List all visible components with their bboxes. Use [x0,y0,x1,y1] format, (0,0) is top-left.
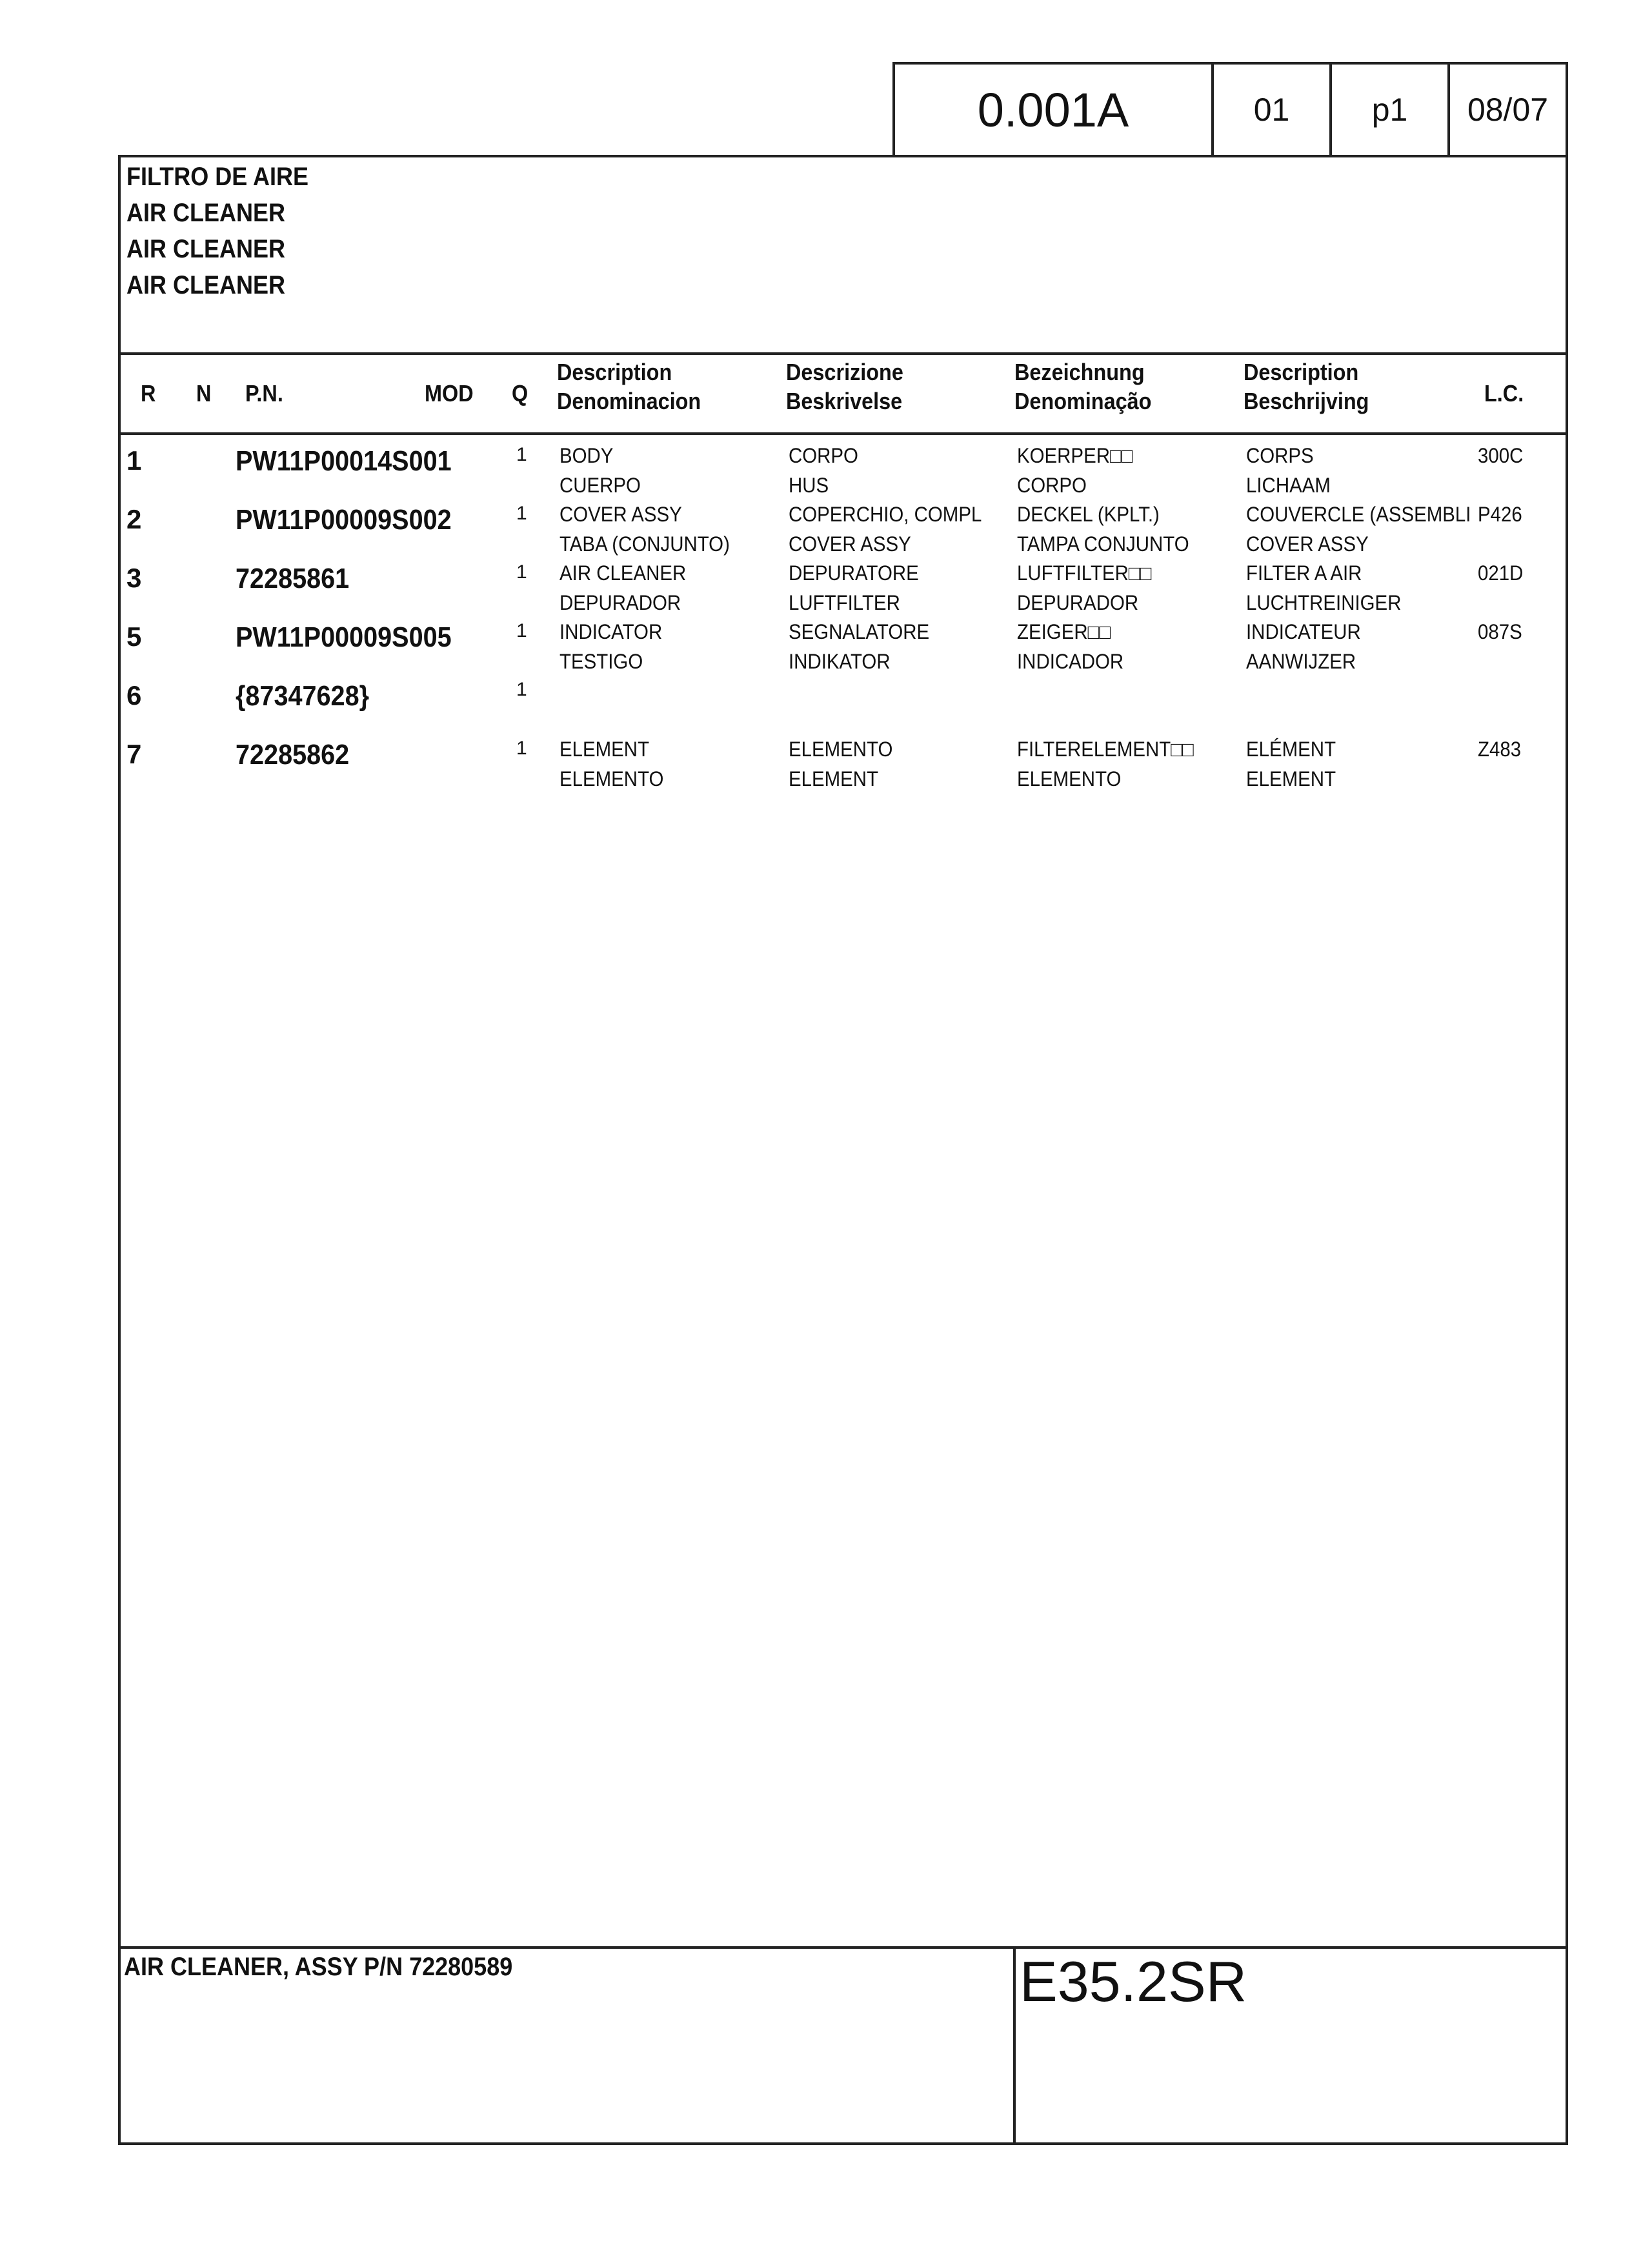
row-ref: 1 [126,445,142,476]
row-desc2-a: COPERCHIO, COMPL [789,503,982,526]
row-qty: 1 [516,503,527,524]
col-ref: R [141,380,156,407]
page-number-box [1329,62,1450,157]
col-desc2-a: Descrizione [786,359,903,385]
row-lc: 300C [1478,444,1524,467]
title-english: AIR CLEANER [126,199,286,227]
row-desc2-a: SEGNALATORE [789,620,930,643]
row-ref: 5 [126,621,142,652]
row-desc3-b: TAMPA CONJUNTO [1017,532,1189,556]
row-desc1-b: TESTIGO [559,650,643,673]
col-desc4-a: Description [1244,359,1359,385]
row-desc2-a: CORPO [789,444,858,467]
row-part-number: 72285862 [236,739,350,770]
row-desc1-b: TABA (CONJUNTO) [559,532,730,556]
row-desc1-a: ELEMENT [559,738,650,761]
row-desc2-a: ELEMENTO [789,738,893,761]
col-qty: Q [512,380,529,407]
row-lc: P426 [1478,503,1522,526]
row-desc3-b: INDICADOR [1017,650,1124,673]
row-desc2-b: COVER ASSY [789,532,911,556]
date-box [1447,62,1568,157]
row-desc1-b: CUERPO [559,474,641,497]
row-desc3-b: ELEMENTO [1017,767,1122,790]
row-desc4-a: ELÉMENT [1246,738,1336,761]
row-desc3-a: LUFTFILTER□□ [1017,561,1152,585]
row-qty: 1 [516,738,527,759]
revision: 01 [1253,92,1290,128]
row-part-number: {87347628} [236,680,370,712]
col-lc: L.C. [1484,380,1524,407]
row-ref: 7 [126,739,142,769]
row-desc3-a: KOERPER□□ [1017,444,1133,467]
row-desc1-a: BODY [559,444,614,467]
row-desc1-b: ELEMENTO [559,767,664,790]
title-english-2: AIR CLEANER [126,235,286,263]
col-desc1-b: Denominacion [557,388,701,414]
row-desc4-b: COVER ASSY [1246,532,1369,556]
row-part-number: PW11P00014S001 [236,445,452,477]
row-desc4-b: AANWIJZER [1246,650,1356,673]
row-desc1-a: INDICATOR [559,620,663,643]
col-desc2-b: Beskrivelse [786,388,903,414]
row-lc: 087S [1478,620,1522,643]
row-lc: Z483 [1478,738,1522,761]
row-desc2-b: LUFTFILTER [789,591,900,614]
row-desc4-a: FILTER A AIR [1246,561,1362,585]
model-code: E35.2SR [1020,1949,1247,2013]
row-qty: 1 [516,620,527,641]
row-desc4-a: COUVERCLE (ASSEMBLI [1246,503,1471,526]
row-desc3-b: CORPO [1017,474,1087,497]
row-part-number: PW11P00009S002 [236,504,452,536]
col-desc3-a: Bezeichnung [1014,359,1145,385]
row-desc1-b: DEPURADOR [559,591,681,614]
page-code-box [892,62,1214,157]
row-desc3-a: FILTERELEMENT□□ [1017,738,1194,761]
col-note: N [196,380,212,407]
row-desc2-a: DEPURATORE [789,561,919,585]
row-desc3-a: ZEIGER□□ [1017,620,1111,643]
row-desc3-b: DEPURADOR [1017,591,1139,614]
title-frame [118,155,1568,355]
row-part-number: 72285861 [236,563,350,594]
row-lc: 021D [1478,561,1524,585]
col-desc1-a: Description [557,359,672,385]
col-desc4-b: Beschrijving [1244,388,1369,414]
date: 08/07 [1467,92,1549,128]
assembly-description: AIR CLEANER, ASSY P/N 72280589 [124,1953,513,1981]
row-desc2-b: HUS [789,474,829,497]
row-ref: 6 [126,680,142,710]
row-desc4-b: LUCHTREINIGER [1246,591,1402,614]
row-desc4-b: LICHAAM [1246,474,1331,497]
revision-box [1211,62,1332,157]
title-spanish: FILTRO DE AIRE [126,163,308,191]
row-desc1-a: COVER ASSY [559,503,682,526]
row-desc2-b: INDIKATOR [789,650,891,673]
title-english-3: AIR CLEANER [126,271,286,299]
row-desc4-a: INDICATEUR [1246,620,1361,643]
row-qty: 1 [516,561,527,583]
col-mod: MOD [425,380,474,407]
row-desc4-b: ELEMENT [1246,767,1336,790]
row-desc4-a: CORPS [1246,444,1314,467]
col-part-number: P.N. [245,380,283,407]
row-qty: 1 [516,679,527,700]
row-part-number: PW11P00009S005 [236,621,452,653]
col-desc3-b: Denominação [1014,388,1152,414]
row-qty: 1 [516,444,527,465]
page-number: p1 [1371,92,1408,128]
page-code: 0.001A [977,83,1129,137]
row-ref: 3 [126,563,142,593]
row-ref: 2 [126,504,142,534]
row-desc1-a: AIR CLEANER [559,561,687,585]
row-desc2-b: ELEMENT [789,767,879,790]
row-desc3-a: DECKEL (KPLT.) [1017,503,1160,526]
